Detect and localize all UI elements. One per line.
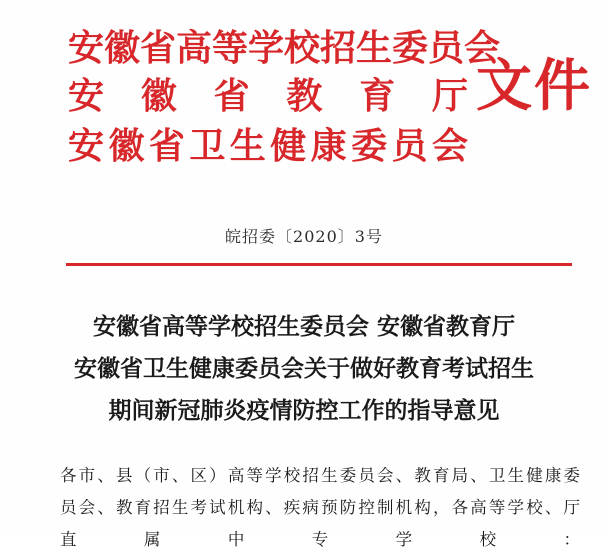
document-number: 皖招委〔2020〕3号 — [225, 227, 383, 246]
title-line-2: 安徽省卫生健康委员会关于做好教育考试招生 — [74, 355, 534, 382]
body-line-1: 各市、县（市、区）高等学校招生委员会、教育局、卫生健康委 — [60, 466, 580, 485]
red-separator-line — [66, 263, 572, 266]
issuing-authorities — [68, 24, 501, 174]
title-line-1: 安徽省高等学校招生委员会 安徽省教育厅 — [92, 313, 515, 340]
issuer-line-1: 安徽省高等学校招生委员会 — [68, 27, 501, 69]
document-type-mark: 文件 — [476, 53, 592, 119]
body-line-3: 直属中专学校： — [60, 530, 580, 549]
title-line-3: 期间新冠肺炎疫情防控工作的指导意见 — [108, 397, 500, 424]
document-body — [60, 460, 580, 556]
body-line-2: 员会、教育招生考试机构、疾病预防控制机构，各高等学校、厅 — [60, 498, 580, 517]
issuer-line-3: 安徽省卫生健康委员会 — [68, 125, 468, 167]
issuer-line-2: 安徽省教育厅 — [68, 75, 468, 117]
document-title — [40, 306, 568, 432]
